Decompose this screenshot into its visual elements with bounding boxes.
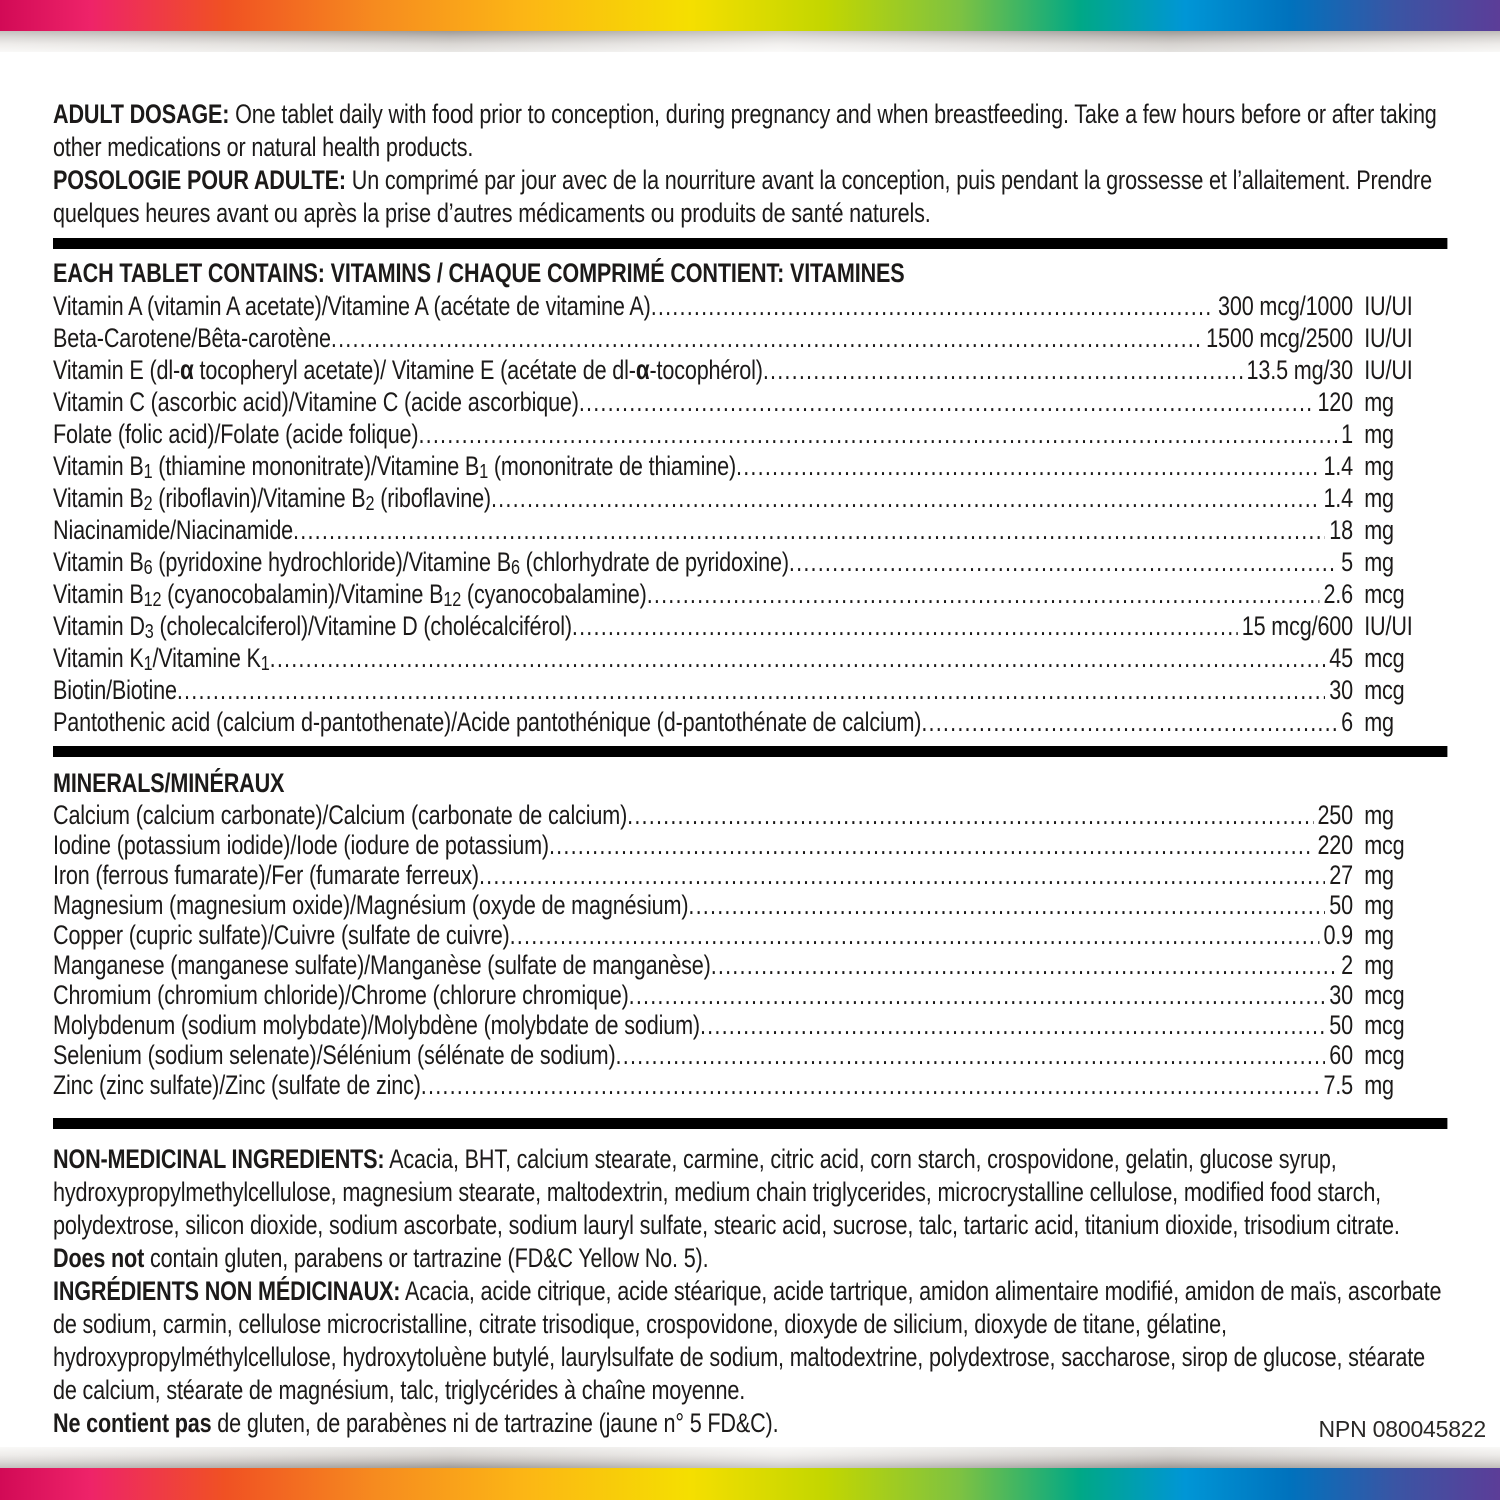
table-row xyxy=(53,386,1447,418)
amount-value: 1.4 xyxy=(1323,451,1353,481)
amount-value: 7.5 xyxy=(1323,1070,1353,1100)
dot-leader xyxy=(270,642,1326,674)
amount-value: 1.4 xyxy=(1323,483,1353,513)
table-row xyxy=(53,800,1447,830)
does-not-contain-en xyxy=(53,1242,1447,1275)
label-content xyxy=(53,0,1447,1440)
table-row xyxy=(53,546,1447,578)
ingredient-label: Copper (cupric sulfate)/Cuivre (sulfate de cuivre) xyxy=(53,920,510,950)
dot-leader xyxy=(549,830,1313,860)
amount-unit: mg xyxy=(1364,920,1394,950)
amount-value: 1 xyxy=(1341,419,1353,449)
dot-leader xyxy=(491,482,1319,514)
npn-number: NPN 080045822 xyxy=(1318,1416,1486,1442)
ingredient-label: Calcium (calcium carbonate)/Calcium (carbonate de calcium) xyxy=(53,800,628,830)
amount-value: 250 xyxy=(1317,800,1353,830)
dot-leader xyxy=(421,1070,1320,1100)
amount-value: 6 xyxy=(1341,707,1353,737)
non-medicinal-label-fr: INGRÉDIENTS NON MÉDICINAUX: xyxy=(53,1276,401,1306)
does-not-text-fr: de gluten, de parabènes ni de tartrazine (jaune n° 5 FD&C). xyxy=(217,1408,779,1438)
adult-dosage-label-fr: POSOLOGIE POUR ADULTE: xyxy=(53,165,346,195)
ingredient-label: Zinc (zinc sulfate)/Zinc (sulfate de zinc) xyxy=(53,1070,421,1100)
amount-value: 5 xyxy=(1341,547,1353,577)
amount-value: 1500 mcg/2500 xyxy=(1206,323,1353,353)
dot-leader xyxy=(616,1040,1326,1070)
amount-value: 27 xyxy=(1329,860,1353,890)
dot-leader xyxy=(647,578,1320,610)
ingredient-label: Vitamin $K_1$/Vitamine $K_1$ xyxy=(53,643,270,676)
ingredient-label: Folate (folic acid)/Folate (acide folique) xyxy=(53,419,419,449)
amount-value: 300 mcg/1000 xyxy=(1218,291,1353,321)
vitamins-section-header: EACH TABLET CONTAINS: VITAMINS / CHAQUE COMPRIMÉ CONTIENT: VITAMINES xyxy=(53,258,905,288)
amount-value: 0.9 xyxy=(1323,920,1353,950)
divider-bar-top xyxy=(53,238,1447,249)
amount-unit: mg xyxy=(1364,547,1394,577)
minerals-table xyxy=(53,800,1447,1100)
amount-value: 30 xyxy=(1329,675,1353,705)
table-row xyxy=(53,920,1447,950)
table-row xyxy=(53,674,1447,706)
amount-unit: mcg xyxy=(1364,1040,1405,1070)
amount-value: 220 xyxy=(1317,830,1353,860)
table-row xyxy=(53,450,1447,482)
dot-leader xyxy=(688,890,1325,920)
table-row xyxy=(53,578,1447,610)
amount-value: 15 mcg/600 xyxy=(1241,611,1353,641)
adult-dosage-label-en: ADULT DOSAGE: xyxy=(53,99,230,129)
amount-value: 120 xyxy=(1317,387,1353,417)
amount-unit: mcg xyxy=(1364,579,1405,609)
dot-leader xyxy=(572,610,1238,642)
amount-unit: mg xyxy=(1364,1070,1394,1100)
table-row xyxy=(53,610,1447,642)
dot-leader xyxy=(479,860,1325,890)
amount-unit: mg xyxy=(1364,387,1394,417)
ingredient-label: Niacinamide/Niacinamide xyxy=(53,515,294,545)
amount-value: 18 xyxy=(1329,515,1353,545)
ingredient-label: Vitamin $B_{12}$ (cyanocobalamin)/Vitamine $B_{12}$ (cyanocobalamine) xyxy=(53,579,647,612)
ingredient-label: Pantothenic acid (calcium d-pantothenate)/Acide pantothénique (d-pantothénate de calcium) xyxy=(53,707,922,737)
amount-unit: IU/UI xyxy=(1364,323,1413,353)
amount-unit: mcg xyxy=(1364,643,1405,673)
non-medicinal-label-en: NON-MEDICINAL INGREDIENTS: xyxy=(53,1144,385,1174)
amount-unit: IU/UI xyxy=(1364,291,1413,321)
dot-leader xyxy=(510,920,1320,950)
ingredient-label: Vitamin $B_6$ (pyridoxine hydrochloride)/Vitamine $B_6$ (chlorhydrate de pyridoxine) xyxy=(53,547,789,580)
minerals-section-header: MINERALS/MINÉRAUX xyxy=(53,768,285,798)
dot-leader xyxy=(736,450,1319,482)
ingredient-label: Vitamin $B_1$ (thiamine mononitrate)/Vitamine $B_1$ (mononitrate de thiamine) xyxy=(53,451,737,484)
ingredient-label: Selenium (sodium selenate)/Sélénium (sélénate de sodium) xyxy=(53,1040,616,1070)
dosage-section xyxy=(53,98,1447,230)
amount-value: 60 xyxy=(1329,1040,1353,1070)
amount-unit: mg xyxy=(1364,890,1394,920)
amount-unit: mg xyxy=(1364,800,1394,830)
adult-dosage-text-en: One tablet daily with food prior to conception, during pregnancy and when breastfeeding. Take a few hours before or after taking other medications or natural health products. xyxy=(53,99,1437,162)
amount-value: 13.5 mg/30 xyxy=(1246,355,1353,385)
table-row xyxy=(53,860,1447,890)
ingredient-label: Chromium (chromium chloride)/Chrome (chlorure chromique) xyxy=(53,980,629,1010)
table-row xyxy=(53,354,1447,386)
table-row xyxy=(53,1070,1447,1100)
ingredient-label: Biotin/Biotine xyxy=(53,675,177,705)
amount-unit: mcg xyxy=(1364,675,1405,705)
ingredient-label: Vitamin $B_2$ (riboflavin)/Vitamine $B_2$ (riboflavine) xyxy=(53,483,491,516)
dot-leader xyxy=(177,674,1325,706)
dot-leader xyxy=(921,706,1337,738)
table-row xyxy=(53,290,1447,322)
table-row xyxy=(53,830,1447,860)
dot-leader xyxy=(579,386,1314,418)
ingredient-label: Manganese (manganese sulfate)/Manganèse (sulfate de manganèse) xyxy=(53,950,711,980)
ingredient-label: Magnesium (magnesium oxide)/Magnésium (oxyde de magnésium) xyxy=(53,890,689,920)
amount-unit: IU/UI xyxy=(1364,355,1413,385)
table-row xyxy=(53,890,1447,920)
non-medicinal-fr xyxy=(53,1275,1447,1407)
table-row xyxy=(53,980,1447,1010)
amount-unit: mcg xyxy=(1364,980,1405,1010)
dot-leader xyxy=(627,800,1313,830)
amount-unit: mg xyxy=(1364,950,1394,980)
amount-unit: mcg xyxy=(1364,830,1405,860)
dot-leader xyxy=(629,980,1326,1010)
vitamins-table xyxy=(53,290,1447,738)
does-not-text-en: contain gluten, parabens or tartrazine (FD&C Yellow No. 5). xyxy=(149,1243,709,1273)
does-not-label-en: Does not xyxy=(53,1243,145,1273)
table-row xyxy=(53,950,1447,980)
dot-leader xyxy=(789,546,1337,578)
rainbow-bar-bottom xyxy=(0,1468,1500,1500)
dot-leader xyxy=(700,1010,1325,1040)
amount-value: 50 xyxy=(1329,1010,1353,1040)
dot-leader xyxy=(331,322,1202,354)
divider-bar-middle xyxy=(53,746,1447,757)
dot-leader xyxy=(418,418,1337,450)
dot-leader xyxy=(763,354,1243,386)
amount-unit: mg xyxy=(1364,707,1394,737)
amount-unit: mg xyxy=(1364,419,1394,449)
amount-unit: mg xyxy=(1364,515,1394,545)
dot-leader xyxy=(711,950,1337,980)
dot-leader xyxy=(651,290,1214,322)
non-medicinal-en xyxy=(53,1143,1447,1242)
amount-value: 50 xyxy=(1329,890,1353,920)
adult-dosage-text-fr: Un comprimé par jour avec de la nourriture avant la conception, puis pendant la grossesse et l’allaitement. Prendre quelques heures avant ou après la prise d’autres médicaments ou produits de santé naturels. xyxy=(53,165,1432,228)
non-medicinal-text-fr: Acacia, acide citrique, acide stéarique, acide tartrique, amidon alimentaire modifié, amidon de maïs, ascorbate de sodium, carmin, cellulose microcristalline, citrate trisodique, crospovidone, dioxyde de silicium, dioxyde de titane, gélatine, hydroxypropylméthylcellulose, hydroxytoluène butylé, laurylsulfate de sodium, maltodextrine, polydextrose, saccharose, sirop de glucose, stéarate de calcium, stéarate de magnésium, talc, triglycérides à chaîne moyenne. xyxy=(53,1276,1442,1405)
adult-dosage-en xyxy=(53,98,1447,164)
divider-bar-bottom xyxy=(53,1118,1447,1129)
table-row xyxy=(53,514,1447,546)
non-medicinal-text-en: Acacia, BHT, calcium stearate, carmine, citric acid, corn starch, crospovidone, gelatin, glucose syrup, hydroxypropylmethylcellulose, magnesium stearate, maltodextrin, medium chain triglycerides, microcrystalline cellulose, modified food starch, polydextrose, silicon dioxide, sodium ascorbate, sodium lauryl sulfate, stearic acid, sucrose, talc, tartaric acid, titanium dioxide, trisodium citrate. xyxy=(53,1144,1400,1240)
non-medicinal-section xyxy=(53,1143,1447,1440)
ingredient-label: Vitamin A (vitamin A acetate)/Vitamine A (acétate de vitamine A) xyxy=(53,291,651,321)
ingredient-label: Vitamin $D_3$ (cholecalciferol)/Vitamine D (cholécalciférol) xyxy=(53,611,572,644)
ingredient-label: Vitamin E (dl-α tocopheryl acetate)/ Vitamine E (acétate de dl-α-tocophérol) xyxy=(53,354,763,385)
adult-dosage-fr xyxy=(53,164,1447,230)
table-row xyxy=(53,1010,1447,1040)
ingredient-label: Iodine (potassium iodide)/Iode (iodure de potassium) xyxy=(53,830,549,860)
table-row xyxy=(53,322,1447,354)
amount-value: 30 xyxy=(1329,980,1353,1010)
amount-unit: IU/UI xyxy=(1364,611,1413,641)
table-row xyxy=(53,1040,1447,1070)
table-row xyxy=(53,642,1447,674)
ingredient-label: Vitamin C (ascorbic acid)/Vitamine C (acide ascorbique) xyxy=(53,387,579,417)
amount-value: 2.6 xyxy=(1323,579,1353,609)
dot-leader xyxy=(293,514,1325,546)
does-not-contain-fr xyxy=(53,1407,1447,1440)
table-row xyxy=(53,706,1447,738)
amount-value: 2 xyxy=(1341,950,1353,980)
amount-unit: mcg xyxy=(1364,1010,1405,1040)
ingredient-label: Beta-Carotene/Bêta-carotène xyxy=(53,323,331,353)
table-row xyxy=(53,482,1447,514)
table-row xyxy=(53,418,1447,450)
amount-unit: mg xyxy=(1364,860,1394,890)
silver-bar-bottom xyxy=(0,1447,1500,1468)
amount-unit: mg xyxy=(1364,483,1394,513)
ingredient-label: Molybdenum (sodium molybdate)/Molybdène (molybdate de sodium) xyxy=(53,1010,700,1040)
ingredient-label: Iron (ferrous fumarate)/Fer (fumarate ferreux) xyxy=(53,860,479,890)
does-not-label-fr: Ne contient pas xyxy=(53,1408,212,1438)
amount-value: 45 xyxy=(1329,643,1353,673)
amount-unit: mg xyxy=(1364,451,1394,481)
